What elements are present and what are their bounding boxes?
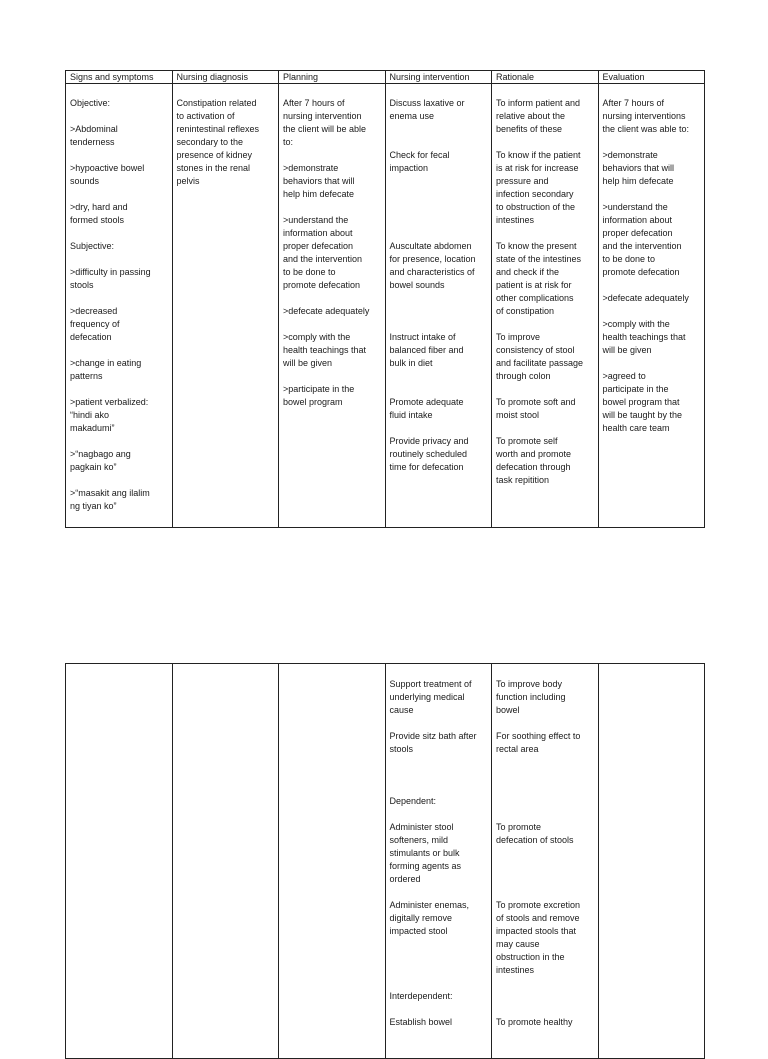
- sign-item: >“masakit ang ilalim ng tiyan ko”: [70, 488, 150, 511]
- rationale-item: To improve consistency of stool and facilitate passage through colon: [496, 332, 584, 381]
- sign-item: >patient verbalized: “hindi ako makadumi”: [70, 397, 149, 433]
- rationale-cell: [492, 664, 599, 1059]
- sign-item: >decreased frequency of defecation: [70, 306, 120, 342]
- planning-item: >understand the information about proper defecation and the intervention to be done to promote defecation: [283, 215, 363, 290]
- diagnosis-text: Constipation related to activation of renintestinal reflexes secondary to the presence of kidney stones in the renal pelvis: [176, 98, 260, 186]
- nursing-diagnosis-cell: [172, 664, 279, 1059]
- table-row: [66, 84, 705, 528]
- intervention-item: Promote adequate fluid intake: [389, 397, 464, 420]
- intervention-item: Support treatment of underlying medical cause: [389, 679, 472, 715]
- subjective-heading: Subjective:: [70, 241, 115, 251]
- intervention-item: Administer stool softeners, mild stimulants or bulk forming agents as ordered: [389, 822, 462, 884]
- header-nursing-diagnosis: Nursing diagnosis: [172, 71, 279, 84]
- rationale-item: For soothing effect to rectal area: [496, 731, 581, 754]
- intervention-item: Provide sitz bath after stools: [389, 731, 477, 754]
- rationale-item: To improve body function including bowel: [496, 679, 566, 715]
- signs-and-symptoms-cell: [66, 664, 173, 1059]
- intervention-item: Check for fecal impaction: [389, 150, 450, 173]
- planning-item: >comply with the health teachings that will be given: [283, 332, 367, 368]
- evaluation-item: After 7 hours of nursing interventions the client was able to:: [602, 98, 690, 134]
- rationale-item: To know the present state of the intestines and check if the patient is at risk for other complications of constipation: [496, 241, 582, 316]
- evaluation-cell: [598, 664, 705, 1059]
- objective-heading: Objective:: [70, 98, 111, 108]
- header-rationale: Rationale: [492, 71, 599, 84]
- nursing-diagnosis-cell: [172, 84, 279, 528]
- planning-item: >participate in the bowel program: [283, 384, 355, 407]
- sign-item: >dry, hard and formed stools: [70, 202, 128, 225]
- header-nursing-intervention: Nursing intervention: [385, 71, 492, 84]
- rationale-item: To promote defecation of stools: [496, 822, 574, 845]
- rationale-item: To promote soft and moist stool: [496, 397, 576, 420]
- dependent-heading: Dependent:: [389, 796, 437, 806]
- rationale-item: To promote healthy: [496, 1017, 573, 1027]
- evaluation-item: >understand the information about proper defecation and the intervention to be done to promote defecation: [602, 202, 682, 277]
- sign-item: >“nagbago ang pagkain ko”: [70, 449, 131, 472]
- intervention-item: Administer enemas, digitally remove impacted stool: [389, 900, 470, 936]
- planning-item: >defecate adequately: [283, 306, 370, 316]
- rationale-item: To promote excretion of stools and remove impacted stools that may cause obstruction in the intestines: [496, 900, 581, 975]
- rationale-item: To know if the patient is at risk for increase pressure and infection secondary to obstruction of the intestines: [496, 150, 581, 225]
- intervention-item: Auscultate abdomen for presence, location and characteristics of bowel sounds: [389, 241, 476, 290]
- evaluation-item: >defecate adequately: [602, 293, 689, 303]
- table-row: [66, 664, 705, 1059]
- nursing-care-plan-table: [65, 70, 705, 528]
- nursing-intervention-cell: [385, 84, 492, 528]
- interdependent-heading: Interdependent:: [389, 991, 453, 1001]
- header-evaluation: Evaluation: [598, 71, 705, 84]
- intervention-item: Discuss laxative or enema use: [389, 98, 465, 121]
- evaluation-item: >comply with the health teachings that will be given: [602, 319, 686, 355]
- evaluation-item: >demonstrate behaviors that will help him defecate: [602, 150, 675, 186]
- planning-item: >demonstrate behaviors that will help him defecate: [283, 163, 355, 199]
- sign-item: >hypoactive bowel sounds: [70, 163, 145, 186]
- sign-item: >difficulty in passing stools: [70, 267, 151, 290]
- planning-item: After 7 hours of nursing intervention the client will be able to:: [283, 98, 367, 147]
- sign-item: >change in eating patterns: [70, 358, 142, 381]
- intervention-item: Provide privacy and routinely scheduled time for defecation: [389, 436, 469, 472]
- evaluation-item: >agreed to participate in the bowel program that will be taught by the health care team: [602, 371, 683, 433]
- planning-cell: [279, 84, 386, 528]
- intervention-item: Instruct intake of balanced fiber and bulk in diet: [389, 332, 464, 368]
- nursing-care-plan-continuation-table: [65, 663, 705, 1059]
- planning-cell: [279, 664, 386, 1059]
- signs-and-symptoms-cell: [66, 84, 173, 528]
- sign-item: >Abdominal tenderness: [70, 124, 118, 147]
- table-header-row: [66, 71, 705, 84]
- rationale-item: To inform patient and relative about the benefits of these: [496, 98, 581, 134]
- intervention-item: Establish bowel: [389, 1017, 453, 1027]
- evaluation-cell: [598, 84, 705, 528]
- nursing-intervention-cell: [385, 664, 492, 1059]
- rationale-cell: [492, 84, 599, 528]
- header-signs-and-symptoms: Signs and symptoms: [66, 71, 173, 84]
- rationale-item: To promote self worth and promote defecation through task repitition: [496, 436, 572, 485]
- header-planning: Planning: [279, 71, 386, 84]
